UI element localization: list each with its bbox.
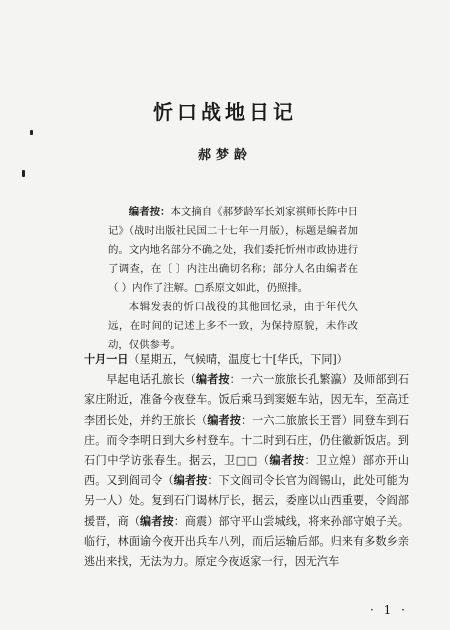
editor-note bbox=[108, 203, 358, 355]
diary-text: ：卫立煌）部亦开山西。又到阎司令（ bbox=[84, 454, 409, 488]
editor-inline-label: 编者按 bbox=[269, 454, 305, 468]
editor-inline-label: 编者按 bbox=[195, 373, 230, 387]
page-number: · 1 · bbox=[370, 603, 408, 617]
article-title: 忻口战地日记 bbox=[153, 100, 297, 124]
editor-inline-label: 编者按 bbox=[140, 514, 174, 528]
editor-inline-label: 编者按 bbox=[173, 474, 208, 488]
editor-note-paragraph: 本辑发表的忻口战役的其他回忆录，由于年代久远，在时间的记述上多不一致，为保持原貌，未作改动，仅供参考。 bbox=[108, 301, 358, 351]
diary-text: ：一六一旅旅长孔繁瀛）及师部到石家庄附近，准备今夜登车。饭后乘马到窦姬车站，因无车，至高迁李团长处，并约王旅长（ bbox=[84, 373, 409, 427]
diary-text: 早起电话孔旅长（ bbox=[106, 373, 196, 387]
margin-mark bbox=[22, 170, 25, 177]
diary-text: ：商震）部守平山尝城线，将来孙部守娘子关。临行，林面谕今夜开出兵车八列，而后运输后部。归来有多数乡亲逃出来找，无法为力。原定今夜返家一行，因无汽车 bbox=[84, 514, 409, 569]
diary-text: ：一六二旅旅长王晋）同登车到石庄。而令李明日到大乡村登车。十二时到石庄，仍住徽新饭店。到石门中学访张春生。据云，卫□□（ bbox=[84, 413, 409, 468]
article-author: 郝梦龄 bbox=[197, 148, 252, 163]
diary-paragraph bbox=[84, 370, 409, 572]
diary-date: 十月一日 bbox=[84, 353, 129, 366]
diary-text: ：下文阎司令长官为阎锡山，此处可能为另一人）处。复到石门谒林厅长，据云，委座以山西重要，令阎部援晋，商（ bbox=[84, 474, 409, 528]
editor-inline-label: 编者按 bbox=[207, 413, 241, 427]
margin-mark bbox=[30, 130, 33, 135]
diary-entry-heading bbox=[84, 350, 409, 370]
editor-note-text: 本文摘自《郝梦龄军长刘家祺师长阵中日记》（战时出版社民国二十七年一月版），标题是编者加的。文内地名部分不确之处，我们委托忻州市政协进行了调查，在〔 〕内注出确切名称；部分人名由编者在（ ）内作了注解。□系原文如此，仍照排。 bbox=[108, 206, 359, 294]
editor-note-label: 编者按： bbox=[128, 206, 171, 218]
diary-body bbox=[84, 350, 409, 572]
diary-weather: （星期五，气候晴，温度七十[华氏，下同]） bbox=[128, 353, 348, 366]
editor-note-paragraph bbox=[108, 203, 358, 298]
